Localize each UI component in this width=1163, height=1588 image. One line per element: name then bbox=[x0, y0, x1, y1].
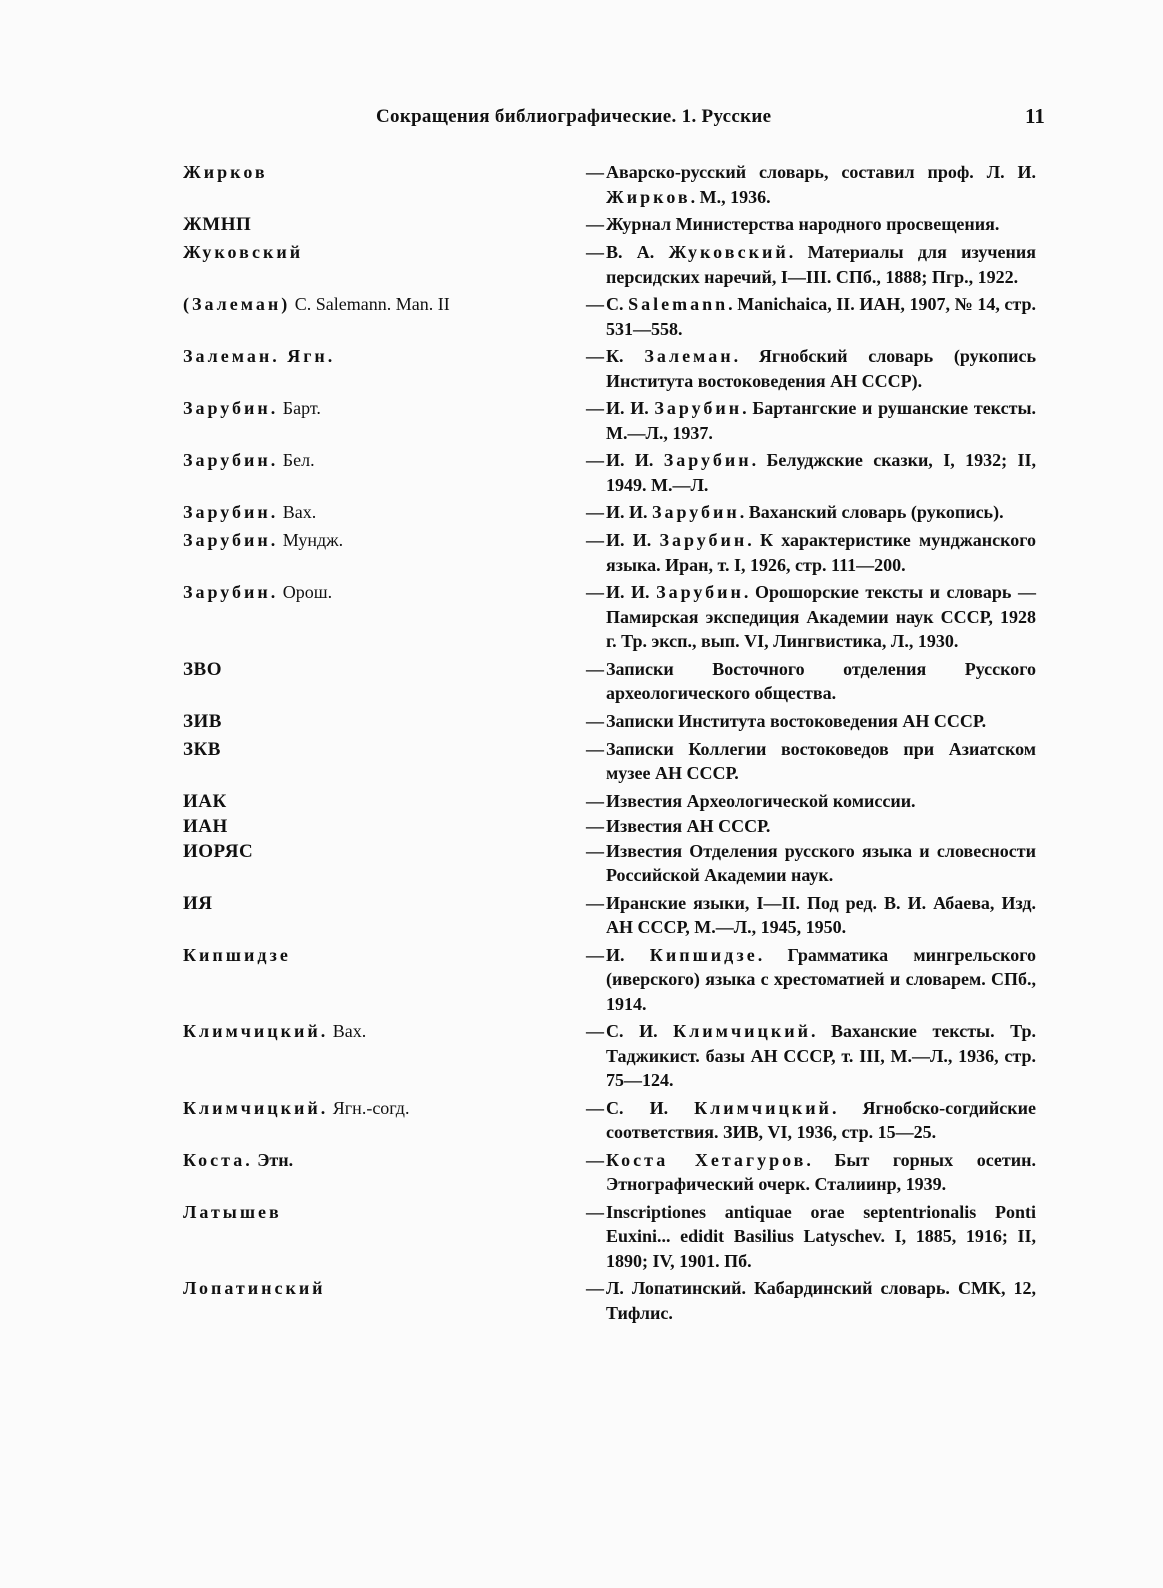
abbreviation bbox=[183, 212, 586, 237]
list-item bbox=[183, 657, 1048, 706]
abbreviation bbox=[183, 528, 586, 577]
description-text: . Ваханские тексты. Тр. Таджикист. базы АН СССР, т. III, М.—Л., 1936, стр. 75—124. bbox=[606, 1021, 1036, 1090]
author-name: Зарубин bbox=[663, 450, 752, 470]
dash: — bbox=[586, 530, 604, 550]
description-text: И. И. bbox=[606, 450, 664, 470]
description: Известия Отделения русского языка и словесности Российской Академии наук. bbox=[606, 840, 1036, 885]
abbreviation bbox=[183, 160, 586, 209]
description: Известия АН СССР. bbox=[606, 815, 771, 836]
abbreviation-text: Мундж. bbox=[278, 530, 344, 550]
description: Записки Коллегии востоковедов при Азиатском музее АН СССР. bbox=[606, 738, 1036, 783]
abbreviation-text: Орош. bbox=[278, 582, 333, 602]
description-text: В. А. bbox=[606, 242, 669, 262]
dash: — bbox=[586, 242, 604, 262]
abbreviation-author: Кипшидзе bbox=[183, 944, 291, 965]
abbreviation-author: Зарубин. bbox=[183, 502, 279, 522]
list-item bbox=[183, 1019, 1048, 1093]
dash: — bbox=[586, 710, 604, 731]
description bbox=[606, 160, 1036, 209]
abbreviation-author: Климчицкий. bbox=[183, 1021, 329, 1041]
abbreviation-code: ЗВО bbox=[183, 658, 222, 680]
description-text: . М., 1936. bbox=[690, 186, 771, 207]
description bbox=[606, 1096, 1036, 1145]
list-item bbox=[183, 1276, 1048, 1325]
abbreviation-text: Бел. bbox=[278, 450, 315, 470]
dash: — bbox=[586, 790, 604, 811]
abbreviation-code: ЖМНП bbox=[183, 214, 252, 235]
abbreviation-text: Вах. bbox=[328, 1021, 367, 1041]
description-text: И. bbox=[606, 944, 650, 965]
dash: — bbox=[586, 892, 604, 913]
description-text: . Материалы для изучения персидских наречий, I—III. СПб., 1888; Пгр., 1922. bbox=[606, 242, 1036, 287]
list-item bbox=[183, 737, 1048, 786]
description-text: . Ягнобско-согдийские соответствия. ЗИВ, VI, 1936, стр. 15—25. bbox=[606, 1097, 1037, 1142]
description bbox=[606, 292, 1036, 341]
author-name: Salemann bbox=[628, 294, 729, 314]
abbreviation bbox=[183, 891, 586, 940]
abbreviation bbox=[183, 1200, 586, 1274]
description bbox=[606, 396, 1036, 445]
author-name: Кипшидзе bbox=[649, 944, 758, 965]
abbreviation-author: Залеман. Ягн. bbox=[183, 346, 336, 366]
dash: — bbox=[586, 658, 604, 679]
description: Журнал Министерства народного просвещения. bbox=[606, 214, 1000, 234]
description-text: С. И. bbox=[606, 1021, 674, 1041]
abbreviation-author: Жуковский bbox=[183, 242, 304, 262]
description bbox=[606, 500, 1036, 525]
list-item bbox=[183, 1200, 1048, 1274]
list-item bbox=[183, 528, 1048, 577]
abbreviation bbox=[183, 1148, 586, 1197]
description-text: И. И. bbox=[606, 502, 653, 522]
description-text: . Бартангские и рушанские тексты. М.—Л., 1937. bbox=[606, 398, 1036, 443]
description-text: C. bbox=[606, 294, 629, 314]
abbreviation-text: . Man. II bbox=[386, 294, 450, 314]
dash: — bbox=[586, 582, 604, 602]
description bbox=[606, 240, 1036, 289]
abbreviation-author: Salemann bbox=[315, 294, 387, 314]
description: Известия Археологической комиссии. bbox=[606, 790, 916, 811]
abbreviation bbox=[183, 292, 586, 341]
abbreviation bbox=[183, 737, 586, 786]
list-item bbox=[183, 344, 1048, 393]
abbreviation-author: Зарубин. bbox=[183, 530, 279, 550]
description: Записки Института востоковедения АН СССР. bbox=[606, 710, 987, 731]
author-name: Жирков bbox=[606, 186, 691, 207]
abbreviation-text: C. bbox=[290, 294, 316, 314]
description bbox=[606, 448, 1036, 497]
dash: — bbox=[586, 1201, 604, 1222]
abbreviation-author: Зарубин. bbox=[183, 582, 279, 602]
author-name: Залеман bbox=[644, 346, 734, 366]
dash: — bbox=[586, 840, 604, 861]
abbreviation bbox=[183, 240, 586, 289]
description-text: И. И. bbox=[606, 530, 660, 550]
description-text: . Ягнобский словарь (рукопись Института востоковедения АН СССР). bbox=[606, 346, 1037, 391]
description-text: . Грамматика мингрельского (иверского) языка с хрестоматией и словарем. СПб., 1914. bbox=[606, 944, 1036, 1014]
abbreviation-author: Лопатинский bbox=[183, 1278, 326, 1298]
dash: — bbox=[586, 450, 604, 470]
author-name: Климчицкий bbox=[673, 1021, 811, 1041]
list-item bbox=[183, 448, 1048, 497]
author-name: Зарубин bbox=[656, 582, 744, 602]
description bbox=[606, 580, 1036, 654]
list-item bbox=[183, 500, 1048, 525]
abbreviation bbox=[183, 814, 586, 839]
description-text: . К характеристике мунджанского языка. Иран, т. I, 1926, стр. 111—200. bbox=[606, 530, 1036, 575]
abbreviation-list bbox=[183, 160, 1048, 1328]
description bbox=[606, 528, 1036, 577]
list-item bbox=[183, 814, 1048, 839]
dash: — bbox=[586, 1097, 604, 1118]
author-name: Зарубин bbox=[659, 530, 748, 550]
dash: — bbox=[586, 1149, 604, 1170]
abbreviation-code: ЗКВ bbox=[183, 738, 221, 760]
page-number: 11 bbox=[1025, 104, 1045, 128]
author-name: Зарубин bbox=[654, 398, 743, 418]
abbreviation-text: Ягн.-согд. bbox=[328, 1097, 410, 1118]
description-text: И. И. bbox=[606, 398, 655, 418]
abbreviation-code: ИОРЯС bbox=[183, 840, 254, 862]
abbreviation-author: Коста. bbox=[183, 1149, 253, 1170]
description-text: . Ваханский словарь (рукопись). bbox=[739, 502, 1004, 522]
list-item bbox=[183, 212, 1048, 237]
abbreviation bbox=[183, 839, 586, 888]
dash: — bbox=[586, 815, 604, 836]
abbreviation-author: Зарубин. bbox=[183, 450, 279, 470]
abbreviation bbox=[183, 943, 586, 1017]
description-text: . Белуджские сказки, I, 1932; II, 1949. М.—Л. bbox=[606, 450, 1036, 495]
abbreviation-code: ИАК bbox=[183, 790, 227, 812]
description bbox=[606, 1019, 1036, 1093]
abbreviation bbox=[183, 709, 586, 734]
abbreviation bbox=[183, 657, 586, 706]
dash: — bbox=[586, 1021, 604, 1041]
description bbox=[606, 1148, 1036, 1197]
author-name: Зарубин bbox=[652, 502, 740, 522]
abbreviation-text: Вах. bbox=[278, 502, 317, 522]
abbreviation bbox=[183, 1019, 586, 1093]
abbreviation-author: Жирков bbox=[183, 162, 268, 182]
list-item bbox=[183, 789, 1048, 814]
description-text: . Орошорские тексты и словарь — Памирская экспедиция Академии наук СССР, 1928 г. Тр. эксп., вып. VI, Лингвистика, Л., 1930. bbox=[606, 582, 1036, 651]
description: Записки Восточного отделения Русского археологического общества. bbox=[606, 658, 1036, 703]
dash: — bbox=[586, 398, 604, 418]
description-text: . Manichaica, II. ИАН, 1907, № 14, стр. 531—558. bbox=[606, 294, 1036, 339]
description: Inscriptiones antiquae orae septentrionalis Ponti Euxini... edidit Basilius Latyschev. I, 1885, 1916; II, 1890; IV, 1901. Пб. bbox=[606, 1201, 1036, 1271]
author-name: Коста Хетагуров bbox=[606, 1149, 807, 1170]
dash: — bbox=[586, 944, 604, 965]
abbreviation-author: Зарубин. bbox=[183, 398, 279, 418]
abbreviation bbox=[183, 1276, 586, 1325]
dash: — bbox=[586, 346, 604, 366]
abbreviation bbox=[183, 500, 586, 525]
list-item bbox=[183, 580, 1048, 654]
abbreviation-author: Латышев bbox=[183, 1201, 282, 1222]
abbreviation bbox=[183, 580, 586, 654]
dash: — bbox=[586, 738, 604, 759]
author-name: Жуковский bbox=[668, 242, 789, 262]
dash: — bbox=[586, 214, 604, 234]
list-item bbox=[183, 709, 1048, 734]
abbreviation bbox=[183, 448, 586, 497]
abbreviation bbox=[183, 396, 586, 445]
running-title: Сокращения библиографические. 1. Русские bbox=[376, 106, 772, 127]
dash: — bbox=[586, 502, 604, 522]
abbreviation-author: Климчицкий. bbox=[183, 1097, 329, 1118]
list-item bbox=[183, 1096, 1048, 1145]
list-item bbox=[183, 292, 1048, 341]
abbreviation-text: Этн. bbox=[252, 1149, 294, 1170]
list-item bbox=[183, 1148, 1048, 1197]
description-text: К. bbox=[606, 346, 645, 366]
list-item bbox=[183, 240, 1048, 289]
abbreviation-code: ЗИВ bbox=[183, 710, 222, 732]
abbreviation-code: ИАН bbox=[183, 815, 228, 837]
dash: — bbox=[586, 1278, 604, 1298]
dash: — bbox=[586, 294, 604, 314]
list-item bbox=[183, 396, 1048, 445]
abbreviation-author: (Залеман) bbox=[183, 294, 291, 314]
description: Л. Лопатинский. Кабардинский словарь. СМК, 12, Тифлис. bbox=[606, 1278, 1036, 1323]
abbreviation bbox=[183, 344, 586, 393]
description: Иранские языки, I—II. Под ред. В. И. Абаева, Изд. АН СССР, М.—Л., 1945, 1950. bbox=[606, 892, 1036, 937]
list-item bbox=[183, 160, 1048, 209]
abbreviation-text: Барт. bbox=[278, 398, 321, 418]
abbreviation bbox=[183, 789, 586, 814]
dash: — bbox=[586, 162, 604, 182]
abbreviation bbox=[183, 1096, 586, 1145]
description-text: С. И. bbox=[606, 1097, 695, 1118]
list-item bbox=[183, 839, 1048, 888]
description bbox=[606, 943, 1036, 1017]
description bbox=[606, 344, 1036, 393]
list-item bbox=[183, 943, 1048, 1017]
author-name: Климчицкий bbox=[694, 1097, 832, 1118]
description-text: Аварско-русский словарь, составил проф. Л. И. bbox=[606, 162, 1036, 182]
list-item bbox=[183, 891, 1048, 940]
description-text: . Быт горных осетин. Этнографический очерк. Сталиинр, 1939. bbox=[606, 1149, 1036, 1194]
abbreviation-code: ИЯ bbox=[183, 892, 213, 914]
description-text: И. И. bbox=[606, 582, 657, 602]
